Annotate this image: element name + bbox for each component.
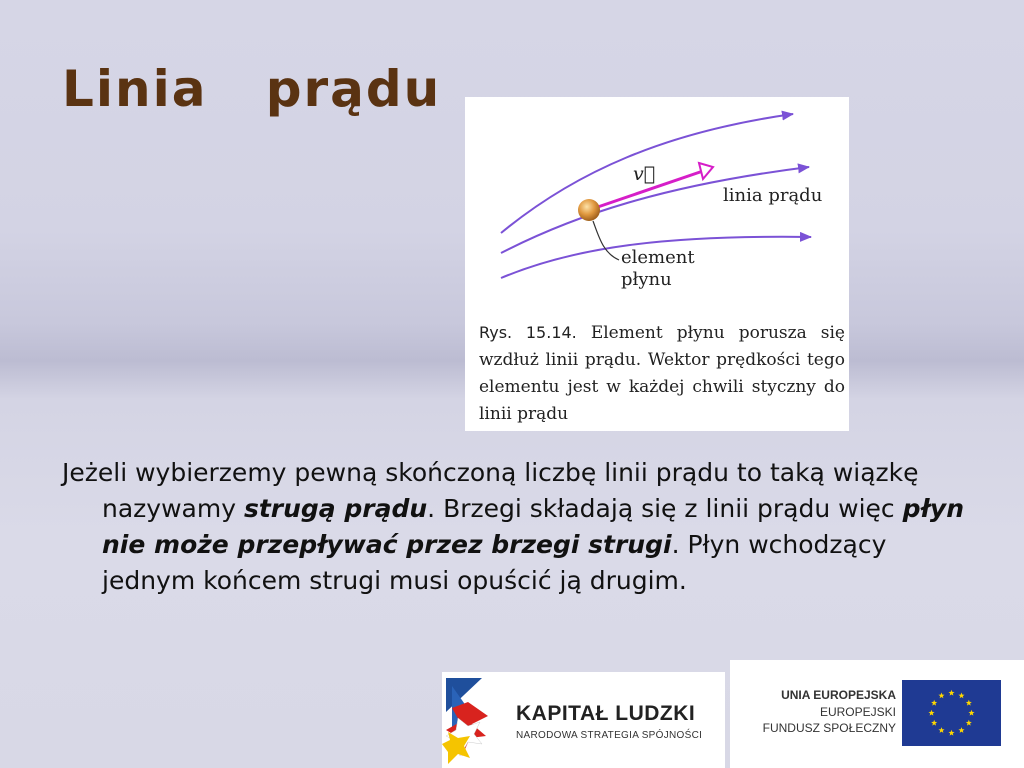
eu-star-icon (968, 710, 974, 716)
eu-star-icon (958, 692, 964, 698)
eu-star-icon (931, 720, 937, 726)
eu-star-icon (966, 700, 972, 706)
ue-line1: UNIA EUROPEJSKA (781, 688, 896, 702)
eu-stars-icon (902, 680, 1001, 746)
body-text-part3: . Płyn wchodzący jednym końcem strugi musi opuścić ją drugim. (102, 530, 887, 595)
figure-caption-text: Element płynu porusza się wzdłuż linii prądu. Wektor prędkości tego elementu jest w każdej chwili styczny do linii prądu (479, 323, 845, 424)
velocity-arrowhead (699, 163, 713, 179)
unia-europejska-logo (730, 660, 1024, 768)
kapital-ludzki-subtitle: NARODOWA STRATEGIA SPÓJNOŚCI (516, 730, 703, 741)
body-text-part2: . Brzegi składają się z linii prądu więc (427, 494, 903, 523)
body-text-part1: Jeżeli wybierzemy pewną skończoną liczbę linii prądu to taką wiązkę nazywamy (62, 458, 919, 523)
kapital-ludzki-emblem-icon (442, 672, 512, 768)
fluid-element-label-line2: płynu (621, 269, 672, 290)
kapital-ludzki-title: KAPITAŁ LUDZKI (516, 702, 696, 725)
kapital-ludzki-logo (442, 672, 725, 768)
figure-caption-prefix: Rys. 15.14. (479, 323, 577, 342)
eu-star-icon (938, 692, 944, 698)
fluid-element-ball (578, 199, 600, 221)
eu-star-icon (948, 690, 954, 696)
element-leader-line (593, 221, 619, 260)
streamline-figure (465, 97, 849, 431)
body-paragraph (62, 455, 982, 599)
ue-line2: EUROPEJSKI (819, 705, 896, 719)
slide-title: Linia prądu (62, 60, 442, 118)
velocity-label: v⃗ (633, 163, 656, 185)
eu-star-icon (938, 727, 944, 733)
body-emphasis-strugа: strugą prądu (243, 494, 428, 523)
fluid-element-label (621, 247, 695, 291)
figure-caption (479, 319, 845, 428)
eu-star-icon (948, 730, 954, 736)
ue-line3: FUNDUSZ SPOŁECZNY (762, 721, 896, 735)
fluid-element-label-line1: element (621, 247, 695, 268)
eu-star-icon (931, 700, 937, 706)
eu-star-icon (958, 727, 964, 733)
eu-star-icon (928, 710, 934, 716)
body-emphasis-brzegi: płyn nie może przepływać przez brzegi strugi (102, 494, 964, 559)
eu-star-icon (966, 720, 972, 726)
eu-flag-icon (902, 680, 1001, 746)
stream-line-label: linia prądu (723, 185, 823, 206)
